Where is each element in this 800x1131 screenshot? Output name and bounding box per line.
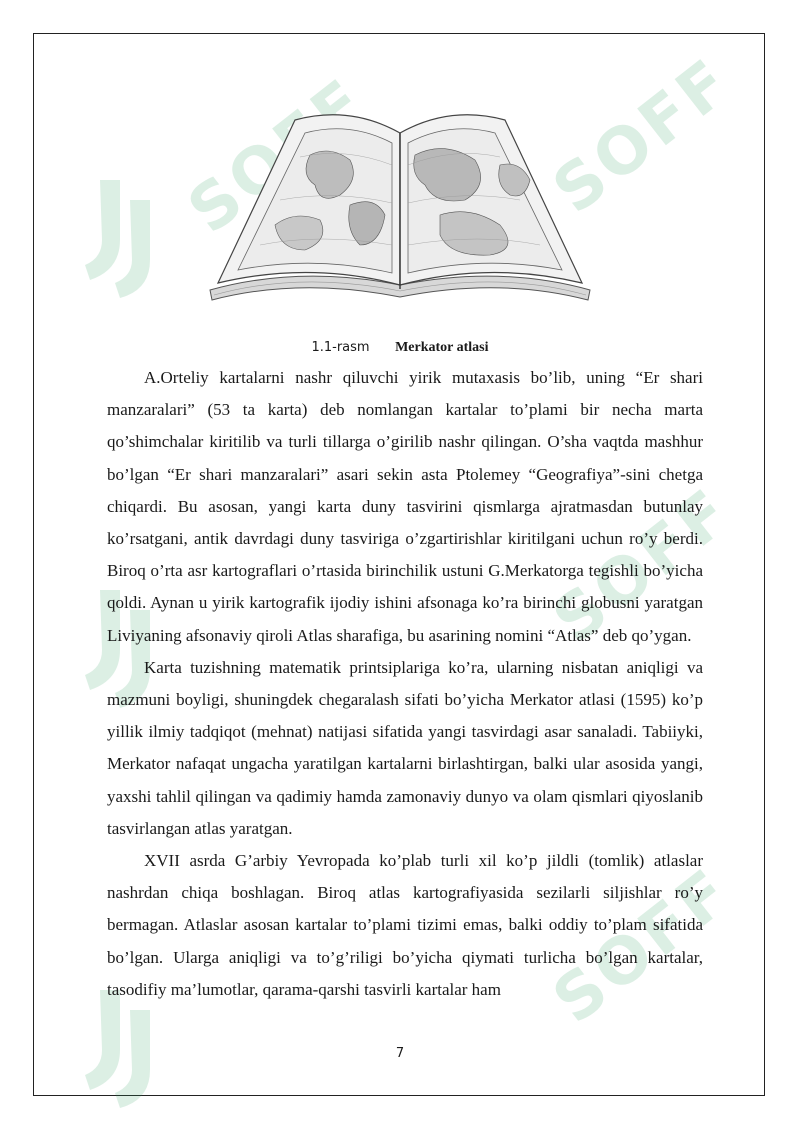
watermark-text: SOFF [540,854,747,1039]
watermark-text: SOFF [540,474,747,659]
caption-title: Merkator atlasi [395,340,489,355]
body-text [107,362,703,1006]
watermark-text: SOFF [540,44,747,229]
atlas-book-illustration [200,85,600,315]
page-number: 7 [395,1046,405,1061]
paragraph: A.Orteliy kartalarni nashr qiluvchi yirik mutaxasis bo’lib, uning “Er shari manzaralari” (53 ta karta) deb nomlangan kartalar to’plami bir necha marta qo’shimchalar kiritilib va turli tillarga o’girilib nashr qilingan. O’sha vaqtda mashhur bo’lgan “Er shari manzaralari” asari sekin asta Ptolemey “Geografiya”-sini chetga chiqardi. Bu asosan, yangi karta duny tasvirini qismlarga ajratmasdan butunlay ko’rsatgani, antik davrdagi duny tasviriga o’zgartirishlar kiritilgani uchun ro’y berdi. Biroq o’rta asr kartograflari o’rtasida birinchilik ustuni G.Merkatorga tegishli bo’yicha qoldi. Aynan u yirik kartografik ijodiy ishini afsonaga ko’ra birinchi globusni yaratgan Liviyaning afsonaviy qiroli Atlas sharafiga, bu asarining nomini “Atlas” deb qo’ygan. [107,368,703,645]
paragraph: Karta tuzishning matematik printsiplariga ko’ra, ularning nisbatan aniqligi va mazmuni boyligi, shuningdek chegaralash sifati bo’yicha Merkator atlasi (1595) ko’p yillik ilmiy tadqiqot (mehnat) natijasi sifatida yangi tasvirdagi asar sanaladi. Tabiiyki, Merkator nafaqat ungacha yaratilgan kartalarni birlashtirgan, balki ular asosida yangi, yaxshi tahlil qilingan va qadimiy hamda zamonaviy dunyo va olam qismlari qiyoslanib tasvirlangan atlas yaratgan. [107,657,703,838]
figure-caption [0,339,800,357]
paragraph: XVII asrda G’arbiy Yevropada ko’plab turli xil ko’p jildli (tomlik) atlaslar nashrdan chiqa boshlagan. Biroq atlas kartografiyasida sezilarli siljishlar ro’y bermagan. Atlaslar asosan kartalar to’plami tizimi emas, balki oddiy to’plam sifatida bo’lgan. Ularga aniqligi va to’g’riligi bo’yicha qiymati turlicha bo’lgan kartalar, tasodifiy ma’lumotlar, qarama-qarshi tasvirli kartalar ham [107,851,703,999]
caption-number: 1.1-rasm [311,340,370,355]
